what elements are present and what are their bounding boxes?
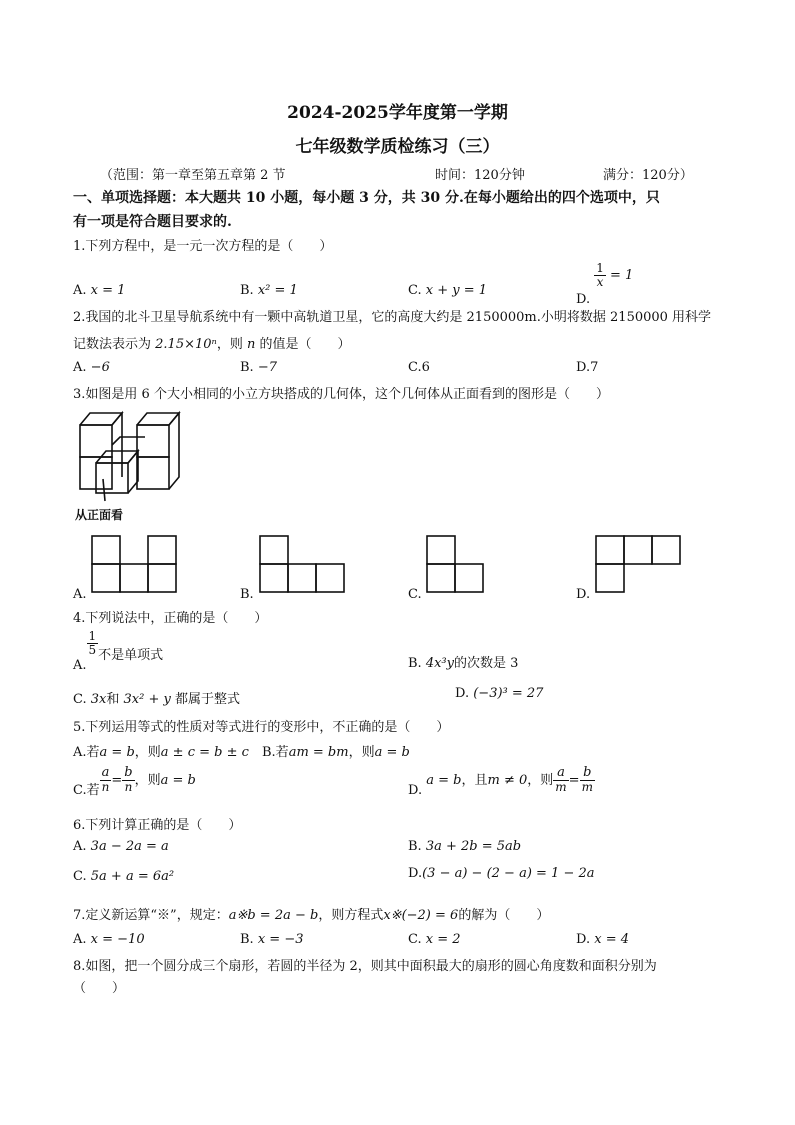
q4-option-b: B. 4x³y的次数是 3 <box>408 656 519 671</box>
q3-option-d-label: D. <box>576 587 591 602</box>
q6-option-a: A. 3a − 2a = a <box>73 839 169 854</box>
exam-scope: （范围：第一章至第五章第 2 节 <box>100 168 286 183</box>
question-8-stem-line2: （ ） <box>73 981 126 996</box>
q1-option-a <box>73 283 125 298</box>
section-heading-line2: 有一项是符合题目要求的. <box>73 214 232 230</box>
q2-option-c: C.6 <box>408 360 430 375</box>
q5-option-a: A.若a = b，则a ± c = b ± c <box>73 745 249 760</box>
q5-option-d: D. a = b，且m ≠ 0，则 $\frac{a}{m}$ = $\frac{b}{m}$ <box>408 765 593 798</box>
q1-option-d-rest: = 1 <box>610 268 634 284</box>
q1-option-b-math: x² = 1 <box>257 283 298 298</box>
question-2-stem: 2.我国的北斗卫星导航系统中有一颗中高轨道卫星，它的高度大约是 2150000m.小明将数据 2150000 用科学 <box>73 310 712 325</box>
question-2-stem-line2: 记数法表示为 2.15×10ⁿ，则 n 的值是（ ） <box>73 337 351 352</box>
q7-option-a: A. x = −10 <box>73 932 145 947</box>
section-heading: 一、单项选择题：本大题共 10 小题，每小题 3 分，共 30 分.在每小题给出的四个选项中，只 <box>73 190 660 206</box>
fraction-numerator: 1 <box>596 261 604 275</box>
q3-option-b-label: B. <box>240 587 254 602</box>
question-1-stem: 1.下列方程中，是一元一次方程的是（ ） <box>73 239 333 254</box>
q2-option-d: D.7 <box>576 360 599 375</box>
question-8-stem: 8.如图，把一个圆分成三个扇形，若圆的半径为 2，则其中面积最大的扇形的圆心角度数和面积分别为 <box>73 959 657 974</box>
q1-option-b <box>240 283 298 298</box>
question-7-stem: 7.定义新运算“※”，规定：a※b = 2a − b，则方程式x※(−2) = 6的解为（ ） <box>73 908 550 923</box>
q1-option-c <box>408 283 487 298</box>
fraction-denominator: x <box>596 275 604 290</box>
q4-option-d: D. (−3)³ = 27 <box>455 686 544 701</box>
q3-option-c-label: C. <box>408 587 422 602</box>
q1-option-c-math: x + y = 1 <box>425 283 488 298</box>
exam-title-grade: 七年级数学质检练习（三） <box>295 137 500 157</box>
q7-option-b: B. x = −3 <box>240 932 304 947</box>
option-label: C. <box>408 283 422 298</box>
question-5-stem: 5.下列运用等式的性质对等式进行的变形中，不正确的是（ ） <box>73 720 450 735</box>
q3-option-a-label: A. <box>73 587 87 602</box>
q3-option-c-figure <box>426 535 491 600</box>
q2-option-b: B. −7 <box>240 360 277 375</box>
exam-title-year: 2024-2025学年度第一学期 <box>287 103 508 123</box>
q5-option-b: B.若am = bm，则a = b <box>262 745 410 760</box>
q6-option-b: B. 3a + 2b = 5ab <box>408 839 522 854</box>
option-label: D. <box>576 292 591 308</box>
q4-option-c: C. 3x和 3x² + y 都属于整式 <box>73 692 241 707</box>
q3-option-a-figure <box>91 535 181 600</box>
question-4-stem: 4.下列说法中，正确的是（ ） <box>73 611 268 626</box>
q2-option-a: A. −6 <box>73 360 110 375</box>
q3-option-b-figure <box>259 535 349 600</box>
q7-option-d: D. x = 4 <box>576 932 629 947</box>
q5-option-c: C.若 $\frac{a}{n}$ = $\frac{b}{n}$ ，则a = b <box>73 765 196 798</box>
q1-option-a-math: x = 1 <box>90 283 126 298</box>
q4-option-a: A. $\frac{1}{5}$ 不是单项式 <box>73 629 164 674</box>
question-3-stem: 3.如图是用 6 个大小相同的小立方块搭成的几何体，这个几何体从正面看到的图形是（ ） <box>73 387 609 402</box>
q3-figure-caption: 从正面看 <box>75 508 124 522</box>
exam-score: 满分：120分） <box>603 168 693 183</box>
question-6-stem: 6.下列计算正确的是（ ） <box>73 818 242 833</box>
q6-option-d: D.(3 − a) − (2 − a) = 1 − 2a <box>408 866 595 881</box>
q1-option-d <box>576 261 634 308</box>
q2-sci-notation: 2.15×10ⁿ <box>155 337 217 352</box>
q6-option-c: C. 5a + a = 6a² <box>73 869 175 884</box>
exam-time: 时间：120分钟 <box>435 168 525 183</box>
q7-option-c: C. x = 2 <box>408 932 461 947</box>
option-label: A. <box>73 283 87 298</box>
q3-option-d-figure <box>595 535 685 600</box>
option-label: B. <box>240 283 254 298</box>
